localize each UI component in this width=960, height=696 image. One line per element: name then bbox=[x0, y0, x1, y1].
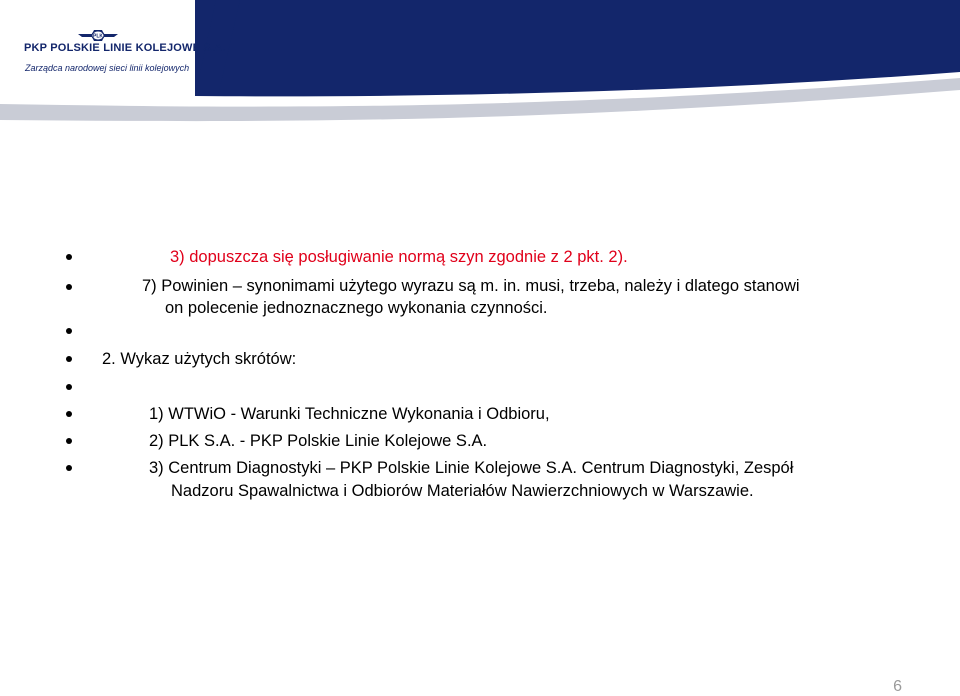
company-tagline: Zarządca narodowej sieci linii kolejowych bbox=[25, 63, 190, 73]
company-name: PKP POLSKIE LINIE KOLEJOWE S.A. bbox=[24, 42, 226, 54]
page-number: 6 bbox=[893, 678, 902, 695]
text-line-4: 1) WTWiO - Warunki Techniczne Wykonania i Odbioru, bbox=[149, 405, 550, 423]
bullet-icon bbox=[66, 328, 72, 334]
bullet-icon bbox=[66, 384, 72, 390]
bullet-icon bbox=[66, 465, 72, 471]
text-line-1: 3) dopuszcza się posługiwanie normą szyn zgodnie z 2 pkt. 2). bbox=[170, 248, 628, 266]
text-line-6a: 3) Centrum Diagnostyki – PKP Polskie Linie Kolejowe S.A. Centrum Diagnostyki, Zespół bbox=[149, 459, 794, 477]
text-line-2b: on polecenie jednoznacznego wykonania czynności. bbox=[165, 299, 548, 317]
bullet-icon bbox=[66, 438, 72, 444]
bullet-icon bbox=[66, 254, 72, 260]
bullet-icon bbox=[66, 284, 72, 290]
text-line-3: 2. Wykaz użytych skrótów: bbox=[102, 350, 297, 368]
bullet-icon bbox=[66, 411, 72, 417]
text-line-5: 2) PLK S.A. - PKP Polskie Linie Kolejowe S.A. bbox=[149, 432, 488, 450]
bullet-icon bbox=[66, 356, 72, 362]
text-line-6b: Nadzoru Spawalnictwa i Odbiorów Materiałów Nawierzchniowych w Warszawie. bbox=[171, 482, 754, 500]
logo-text: PLK bbox=[93, 33, 103, 40]
text-line-2a: 7) Powinien – synonimami użytego wyrazu są m. in. musi, trzeba, należy i dlatego stanowi bbox=[142, 277, 800, 295]
